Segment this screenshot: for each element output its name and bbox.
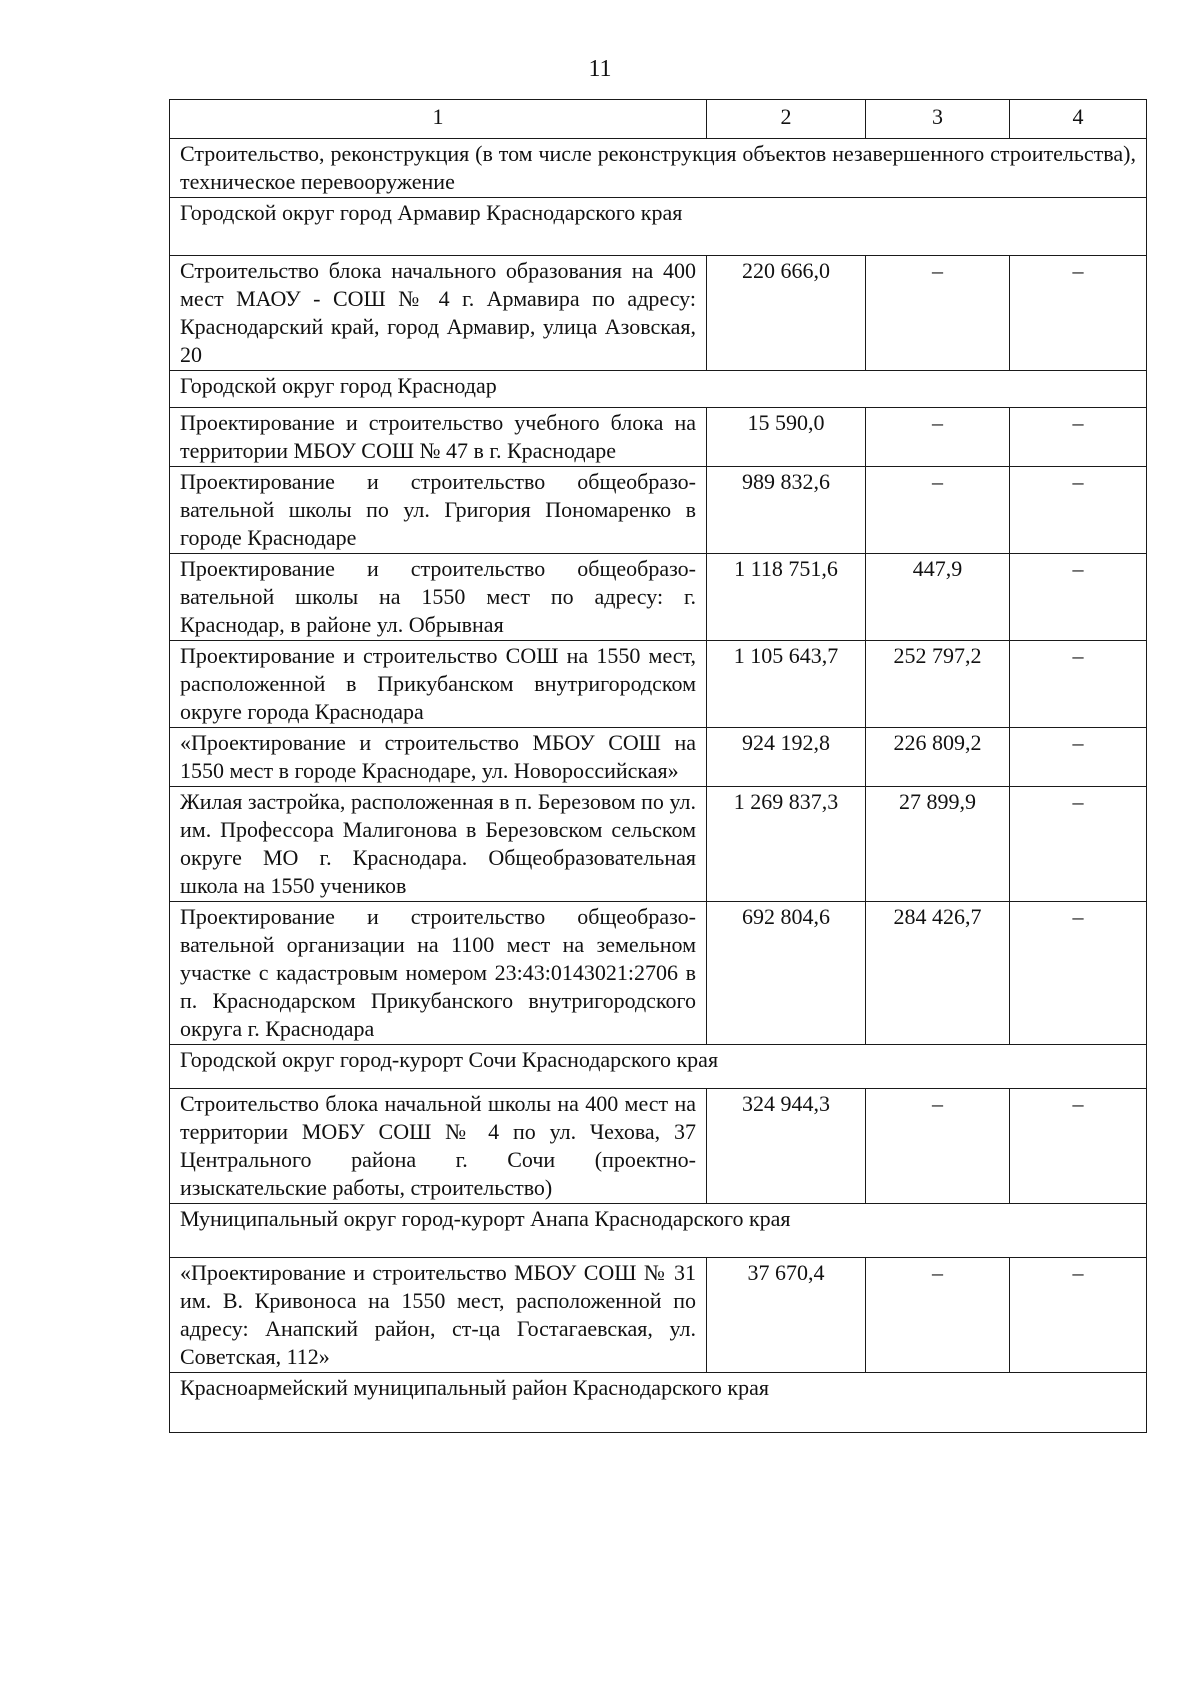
table-row: [170, 1258, 1147, 1373]
value-col-2: 692 804,6: [707, 902, 866, 1045]
section-heading: Муниципальный округ город-курорт Анапа Краснодарского края: [170, 1204, 1147, 1258]
object-name: Проектирование и строительство общеобразовательной школы по ул. Григория Пономаренко в городе Краснодаре: [170, 467, 707, 554]
value-col-3: –: [866, 408, 1010, 467]
value-col-3: 226 809,2: [866, 728, 1010, 787]
header-col-4: 4: [1010, 100, 1147, 139]
value-col-3: 252 797,2: [866, 641, 1010, 728]
value-col-4: –: [1010, 467, 1147, 554]
value-col-4: –: [1010, 641, 1147, 728]
value-col-4: –: [1010, 1089, 1147, 1204]
value-col-3: 447,9: [866, 554, 1010, 641]
header-col-1: 1: [170, 100, 707, 139]
section-row: [170, 1373, 1147, 1433]
section-row: [170, 371, 1147, 408]
table-row: [170, 467, 1147, 554]
section-row: [170, 139, 1147, 198]
object-name: Жилая застройка, расположенная в п. Березовом по ул. им. Профессора Малигонова в Березовском сельском округе МО г. Краснодара. Общеобразовательная школа на 1550 учеников: [170, 787, 707, 902]
table-row: [170, 554, 1147, 641]
table-row: [170, 728, 1147, 787]
object-name: Строительство блока начальной школы на 400 мест на территории МОБУ СОШ № 4 по ул. Чехова, 37 Центрального района г. Сочи (проектно-изыскательские работы, строительство): [170, 1089, 707, 1204]
value-col-2: 924 192,8: [707, 728, 866, 787]
object-name: Проектирование и строительство СОШ на 1550 мест, расположенной в Прикубанском внутригородском округе города Краснодара: [170, 641, 707, 728]
object-name: «Проектирование и строительство МБОУ СОШ на 1550 мест в городе Краснодаре, ул. Новороссийская»: [170, 728, 707, 787]
section-row: [170, 1045, 1147, 1089]
value-col-4: –: [1010, 1258, 1147, 1373]
object-name: Проектирование и строительство общеобразовательной организации на 1100 мест на земельном участке с кадастровым номером 23:43:0143021:2706 в п. Краснодарском Прикубанского внутригородского округа г. Краснодара: [170, 902, 707, 1045]
section-heading: Строительство, реконструкция (в том числе реконструкция объектов незавершенного строительства), техническое перевооружение: [170, 139, 1147, 198]
table-row: [170, 787, 1147, 902]
header-col-2: 2: [707, 100, 866, 139]
value-col-4: –: [1010, 902, 1147, 1045]
value-col-2: 989 832,6: [707, 467, 866, 554]
section-heading: Городской округ город Краснодар: [170, 371, 1147, 408]
value-col-4: –: [1010, 787, 1147, 902]
value-col-3: –: [866, 256, 1010, 371]
table-header-row: [170, 100, 1147, 139]
object-name: Строительство блока начального образования на 400 мест МАОУ - СОШ № 4 г. Армавира по адресу: Краснодарский край, город Армавир, улица Азовская, 20: [170, 256, 707, 371]
value-col-2: 37 670,4: [707, 1258, 866, 1373]
value-col-4: –: [1010, 728, 1147, 787]
budget-table: [169, 99, 1147, 1433]
value-col-3: –: [866, 1258, 1010, 1373]
value-col-2: 324 944,3: [707, 1089, 866, 1204]
value-col-2: 15 590,0: [707, 408, 866, 467]
value-col-4: –: [1010, 256, 1147, 371]
table-row: [170, 1089, 1147, 1204]
table-row: [170, 256, 1147, 371]
value-col-4: –: [1010, 554, 1147, 641]
value-col-3: 284 426,7: [866, 902, 1010, 1045]
header-col-3: 3: [866, 100, 1010, 139]
value-col-2: 1 269 837,3: [707, 787, 866, 902]
section-row: [170, 1204, 1147, 1258]
value-col-2: 1 105 643,7: [707, 641, 866, 728]
table-row: [170, 902, 1147, 1045]
object-name: Проектирование и строительство общеобразовательной школы на 1550 мест по адресу: г. Краснодар, в районе ул. Обрывная: [170, 554, 707, 641]
value-col-4: –: [1010, 408, 1147, 467]
table-row: [170, 641, 1147, 728]
section-heading: Красноармейский муниципальный район Краснодарского края: [170, 1373, 1147, 1433]
value-col-2: 220 666,0: [707, 256, 866, 371]
table-row: [170, 408, 1147, 467]
page-number: 11: [588, 56, 612, 82]
value-col-3: 27 899,9: [866, 787, 1010, 902]
value-col-3: –: [866, 1089, 1010, 1204]
object-name: Проектирование и строительство учебного блока на территории МБОУ СОШ № 47 в г. Краснодаре: [170, 408, 707, 467]
section-heading: Городской округ город-курорт Сочи Краснодарского края: [170, 1045, 1147, 1089]
value-col-3: –: [866, 467, 1010, 554]
value-col-2: 1 118 751,6: [707, 554, 866, 641]
section-heading: Городской округ город Армавир Краснодарского края: [170, 198, 1147, 256]
section-row: [170, 198, 1147, 256]
object-name: «Проектирование и строительство МБОУ СОШ № 31 им. В. Кривоноса на 1550 мест, расположенной по адресу: Анапский район, ст-ца Гостагаевская, ул. Советская, 112»: [170, 1258, 707, 1373]
